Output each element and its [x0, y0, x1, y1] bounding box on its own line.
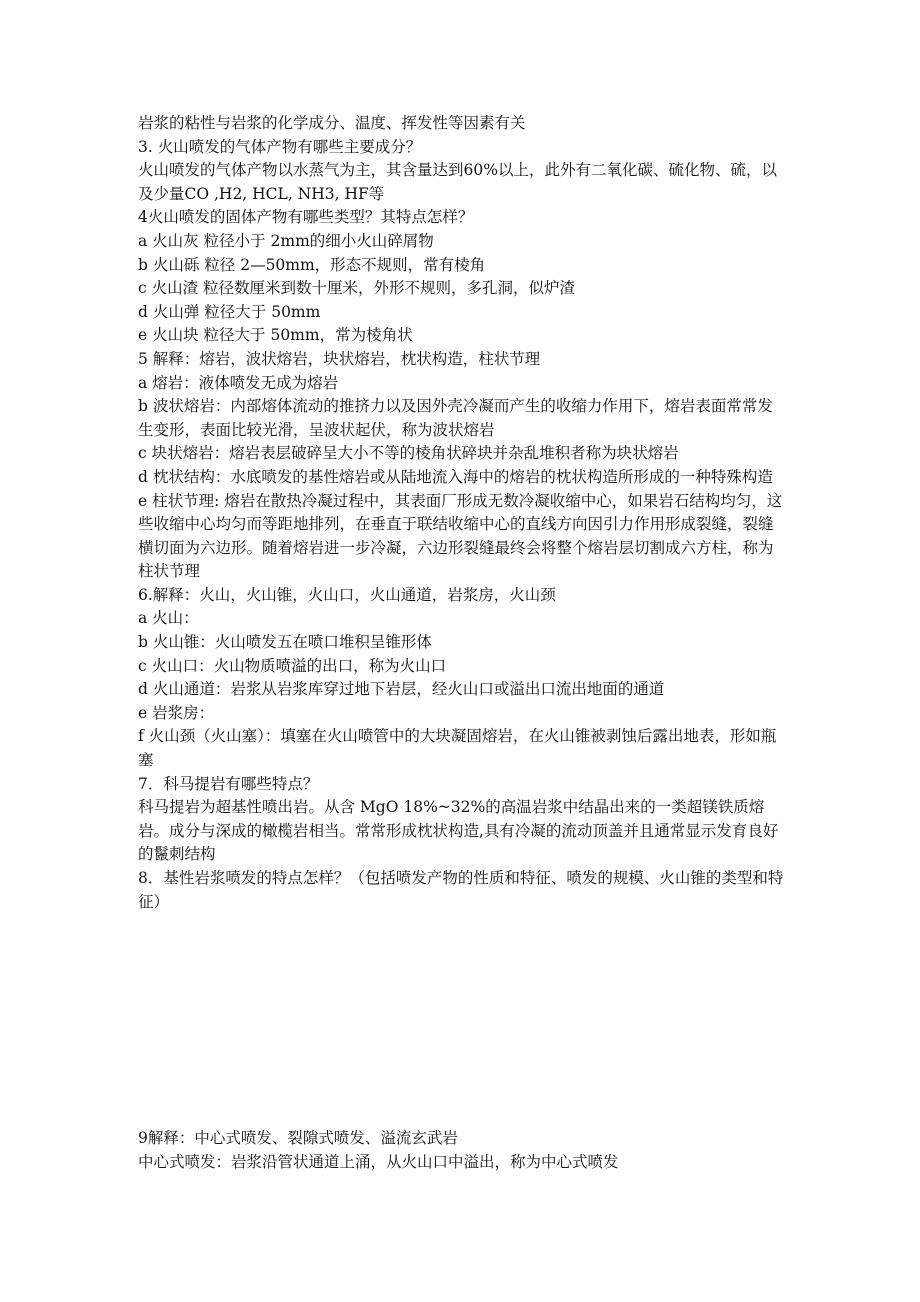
answer-4-d: d 火山弹 粒径大于 50mm	[138, 302, 321, 321]
question-4: 4火山喷发的固体产物有哪些类型？其特点怎样？	[138, 208, 474, 227]
answer-6-f: f 火山颈（火山塞）：填塞在火山喷管中的大块凝固熔岩，在火山锥被剥蚀后露出地表，形如瓶塞	[138, 727, 777, 770]
answer-9: 中心式喷发：岩浆沿管状通道上涌，从火山口中溢出，称为中心式喷发	[138, 1152, 619, 1171]
answer-5-d: d 枕状结构：水底喷发的基性熔岩或从陆地流入海中的熔岩的枕状构造所形成的一种特殊构造	[138, 467, 773, 486]
answer-5-b: b 波状熔岩：内部熔体流动的推挤力以及因外壳冷凝而产生的收缩力作用下，熔岩表面常常发生变形，表面比较光滑，呈波状起伏，称为波状熔岩	[138, 397, 773, 439]
answer-5-a: a 熔岩：液体喷发无成为熔岩	[138, 373, 339, 392]
question-8: 8．基性岩浆喷发的特点怎样？（包括喷发产物的性质和特征、喷发的规模、火山锥的类型和特征）	[138, 869, 784, 911]
question-9: 9解释：中心式喷发、裂隙式喷发、溢流玄武岩	[138, 1129, 458, 1148]
answer-6-a: a 火山：	[138, 609, 199, 628]
answer-3: 火山喷发的气体产物以水蒸气为主，其含量达到60%以上，此外有二氧化碳、硫化物、硫，以及少量CO ,H2, HCL, NH3, HF等	[138, 161, 777, 203]
answer-4-c: c 火山渣 粒径数厘米到数十厘米，外形不规则，多孔洞，似炉渣	[138, 279, 576, 298]
answer-6-b: b 火山锥：火山喷发五在喷口堆积呈锥形体	[138, 633, 432, 652]
answer-4-a: a 火山灰 粒径小于 2mm的细小火山碎屑物	[138, 231, 434, 250]
blank-space	[138, 914, 786, 1127]
text-line: 岩浆的粘性与岩浆的化学成分、温度、挥发性等因素有关	[138, 114, 526, 132]
answer-6-d: d 火山通道：岩浆从岩浆库穿过地下岩层，经火山口或溢出口流出地面的通道	[138, 680, 665, 699]
answer-4-e: e 火山块 粒径大于 50mm，常为棱角状	[138, 326, 413, 345]
question-5: 5 解释：熔岩，波状熔岩，块状熔岩，枕状构造，柱状节理	[138, 349, 541, 368]
question-6: 6.解释：火山，火山锥，火山口，火山通道，岩浆房，火山颈	[138, 585, 556, 604]
answer-6-e: e 岩浆房：	[138, 703, 215, 722]
answer-7: 科马提岩为超基性喷出岩。从含 MgO 18%~32%的高温岩浆中结晶出来的一类超镁铁质熔岩。成分与深成的橄榄岩相当。常常形成枕状构造,具有冷凝的流动顶盖并且通常显示发育良好的鬣刺结构	[138, 798, 779, 864]
answer-5-e: e 柱状节理: 熔岩在散热冷凝过程中，其表面厂形成无数冷凝收缩中心，如果岩石结构均匀，这些收缩中心均匀而等距地排列，在垂直于联结收缩中心的直线方向因引力作用形成裂缝，裂缝横切面为六边形。随着熔岩进一步冷凝，六边形裂缝最终会将整个熔岩层切割成六方柱，称为柱状节理	[138, 491, 783, 581]
answer-5-c: c 块状熔岩：熔岩表层破碎呈大小不等的棱角状碎块并杂乱堆积者称为块状熔岩	[138, 444, 679, 463]
answer-4-b: b 火山砾 粒径 2—50mm，形态不规则，常有棱角	[138, 255, 486, 274]
document-body	[138, 112, 786, 1174]
question-7: 7．科马提岩有哪些特点？	[138, 774, 319, 793]
question-3: 3. 火山喷发的气体产物有哪些主要成分？	[138, 137, 422, 156]
answer-6-c: c 火山口：火山物质喷溢的出口，称为火山口	[138, 656, 447, 675]
